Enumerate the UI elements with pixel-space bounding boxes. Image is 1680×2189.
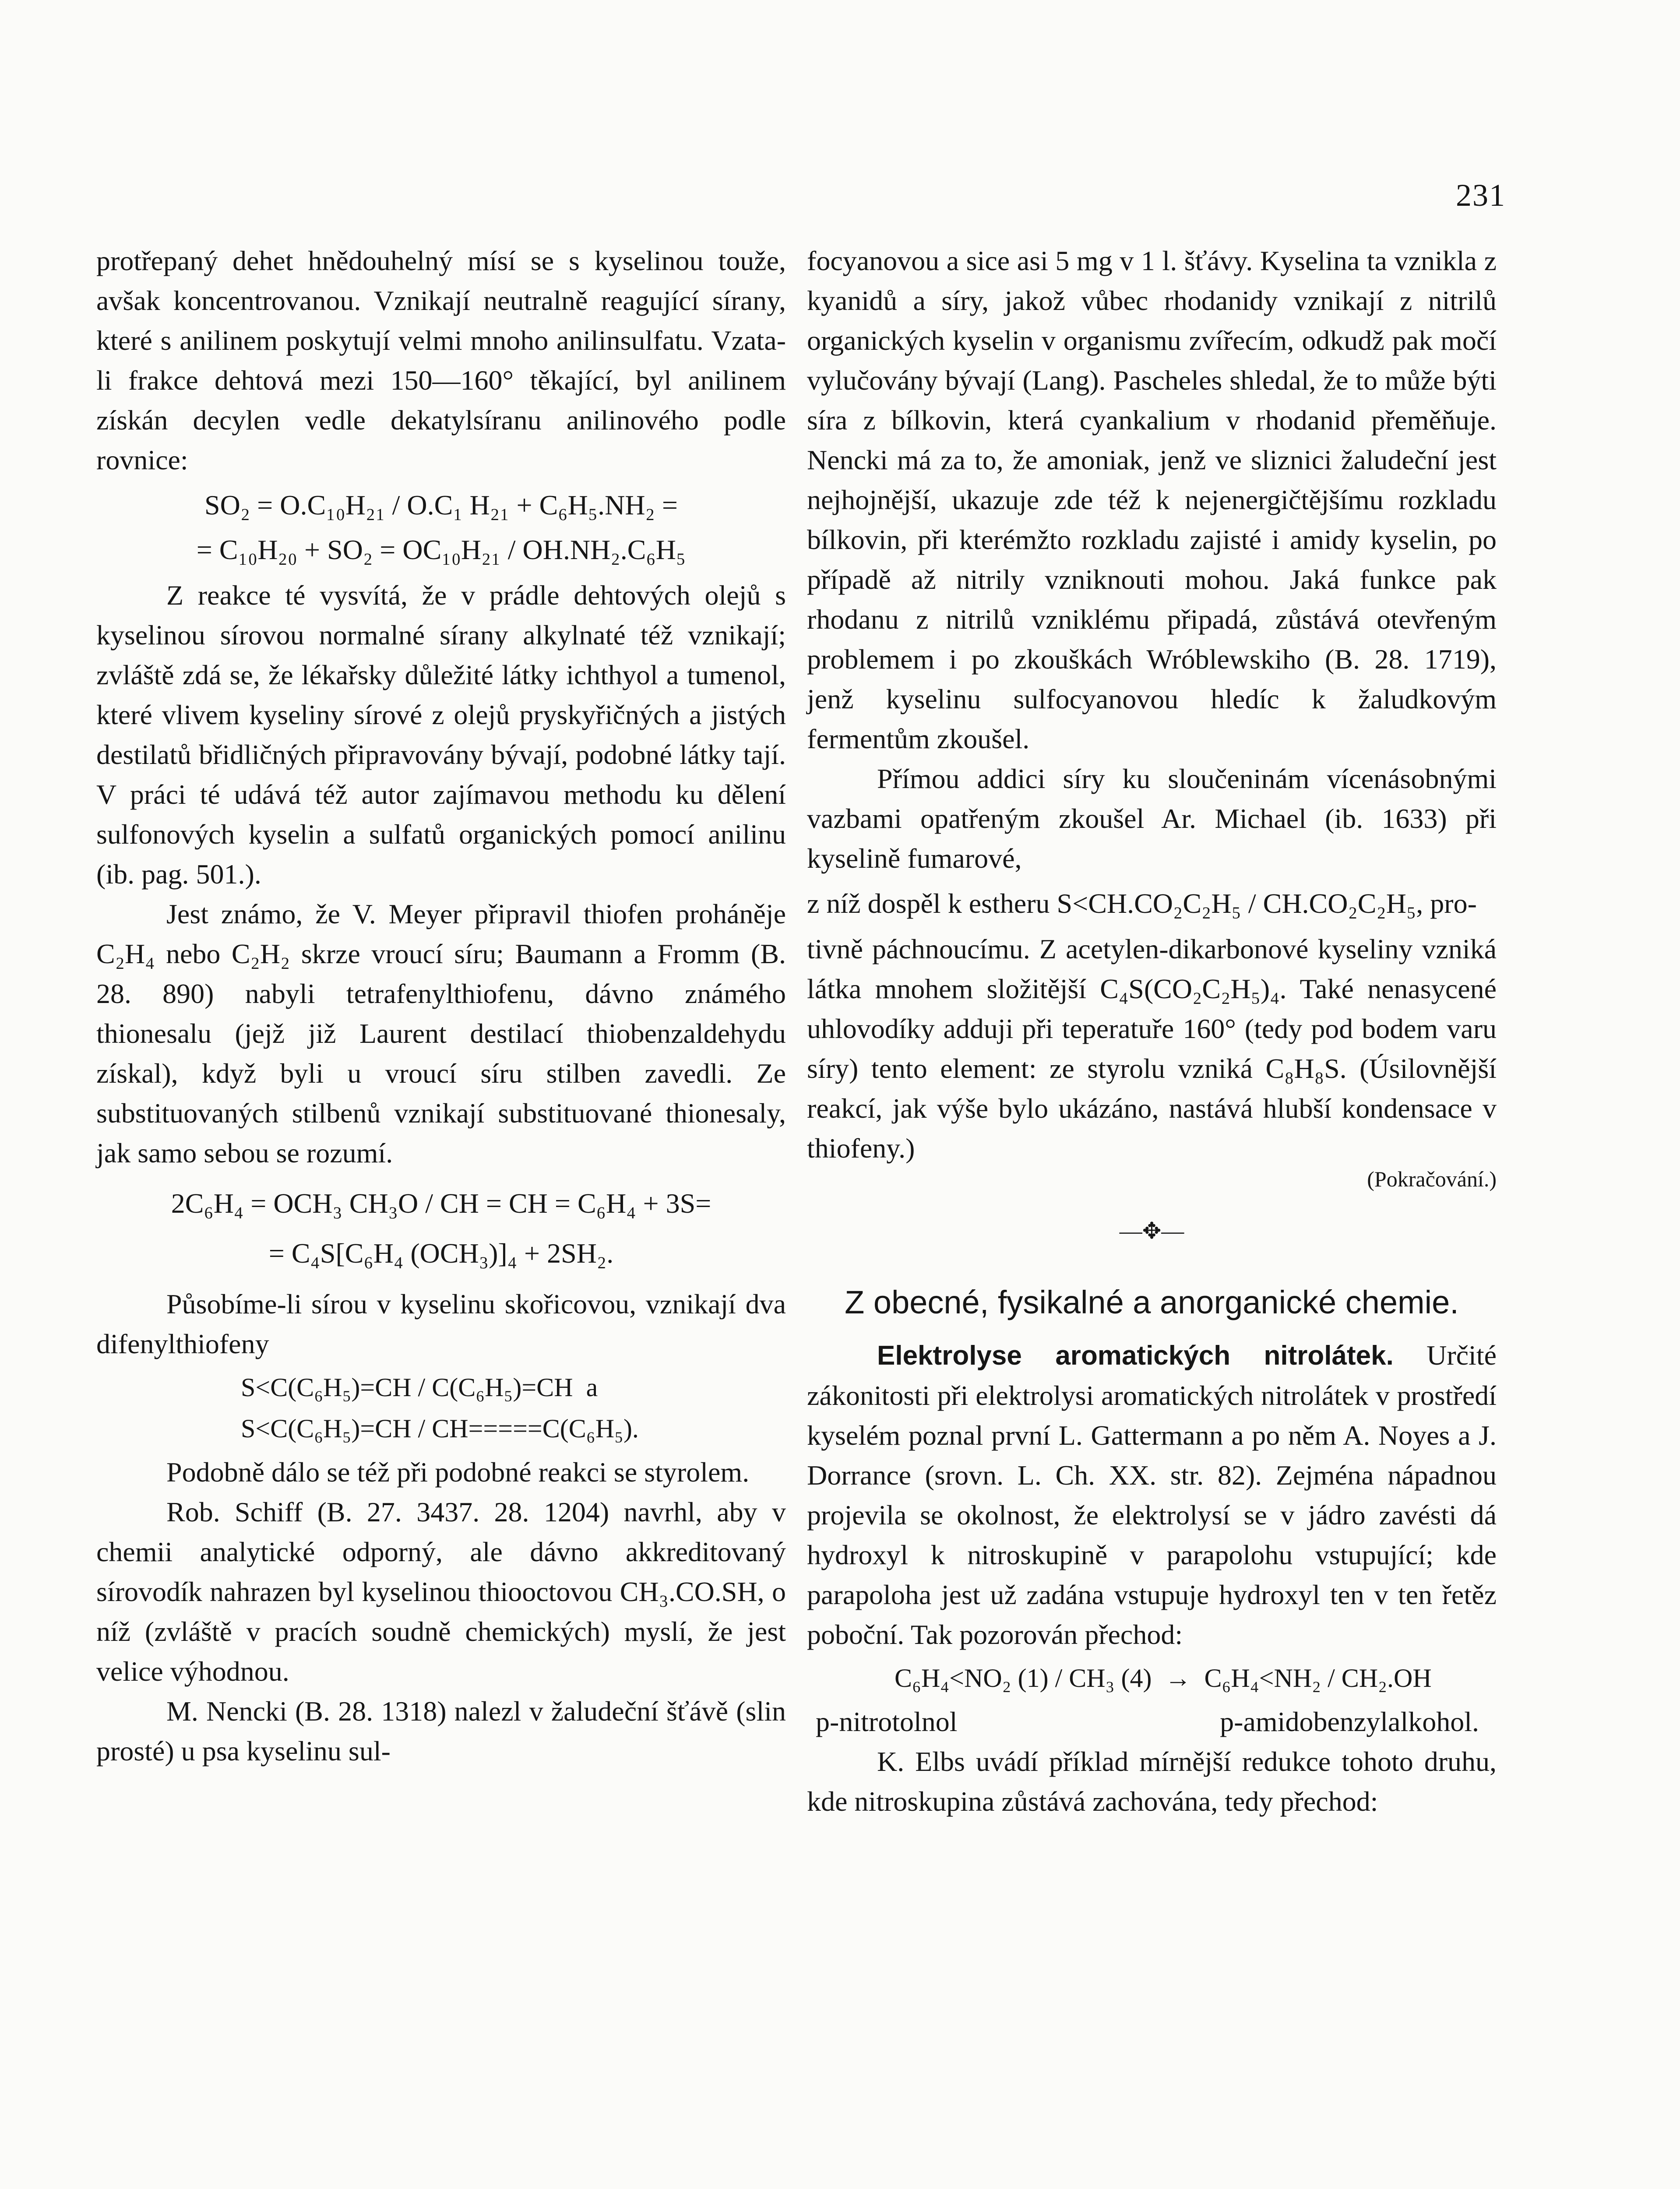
paragraph: tivně páchnoucímu. Z acetylen-dikarbonové kyseliny vzniká látka mnohem složitější C₄S(CO₂C₂H₅)₄. Také nenasycené uhlovodíky adduji při teperatuře 160° (tedy pod bodem varu síry) tento element: ze styrolu vzniká C₈H₈S. (Úsilovnější reakcí, jak výše bylo ukázáno, nastává hlubší kondensace v thiofeny.) <box>807 933 1497 1164</box>
equation <box>96 1234 786 1273</box>
run-in-heading: Elektrolyse aromatických nitrolátek. <box>877 1341 1394 1371</box>
formula-line: 2C₆H₄ = OCH₃ CH₃O / CH = CH = C₆H₄ + 3S= <box>171 1188 711 1219</box>
inline-equation <box>807 884 1497 923</box>
paragraph: protřepaný dehet hnědouhelný mísí se s kyselinou touže, avšak koncentrovanou. Vznikají neutralně reagující sírany, které s anilinem poskytují velmi mnoho anilinsulfatu. Vzata-li frakce dehtová mezi 150—160° těkající, byl anilinem získán decylen vedle dekatylsíranu anilinového podle rovnice: <box>96 245 786 475</box>
paragraph-text: Určité zákonitosti při elektrolysi aromatických nitrolátek v prostředí kyselém poznal první L. Gattermann a po něm A. Noyes a J. Dorrance (srovn. L. Ch. XX. str. 82). Zejména nápadnou projevila se okolnost, že elektrolysí se v jádro zavésti dá hydroxyl k nitroskupině v parapolohu vstupující; kde parapoloha jest už zadána vstupuje hydroxyl ten v ten řetěz poboční. Tak pozorován přechod: <box>807 1340 1497 1650</box>
equation <box>96 1184 786 1223</box>
right-column <box>807 241 1497 1821</box>
ornament-divider: —✥— <box>1119 1219 1184 1244</box>
label-reactant: p-nitrotolnol <box>816 1706 958 1737</box>
text-fragment: z níž dospěl k estheru <box>807 888 1050 919</box>
reaction-formula: C₆H₄<NO₂ (1) / CH₃ (4) → C₆H₄<NH₂ / CH₂.OH <box>895 1664 1432 1693</box>
section-title: Z obecné, fysikalné a anorganické chemie. <box>845 1284 1459 1320</box>
paragraph: Působíme-li sírou v kyselinu skořicovou, vznikají dva difenylthiofeny <box>96 1288 786 1359</box>
label-product: p-amidobenzylalkohol. <box>1220 1706 1479 1737</box>
structure-formula: S<C(C₆H₅)=CH / CH=====C(C₆H₅). <box>241 1414 639 1443</box>
left-column <box>96 241 786 1771</box>
equation <box>96 531 786 569</box>
formula-line: = C₄S[C₆H₄ (OCH₃)]₄ + 2SH₂. <box>268 1238 614 1269</box>
reaction-labels <box>807 1702 1497 1742</box>
formula-line: SO₂ = O.C₁₀H₂₁ / O.C₁ H₂₁ + C₆H₅.NH₂ = <box>204 489 678 521</box>
paragraph: Z reakce té vysvítá, že v prádle dehtových olejů s kyselinou sírovou normalné sírany alkylnaté též vznikají; zvláště zdá se, že lékařsky důležité látky ichthyol a tumenol, které vlivem kyseliny sírové z olejů pryskyřičných a jistých destilatů břidličných připravovány bývají, podobné látky tají. V práci té udává též autor zajímavou methodu ku dělení sulfonových kyselin a sulfatů organických pomocí anilinu (ib. pag. 501.). <box>96 580 786 890</box>
paragraph <box>807 1335 1497 1654</box>
continued-note: (Pokračování.) <box>1367 1167 1497 1191</box>
paragraph: Jest známo, že V. Meyer připravil thiofen proháněje C₂H₄ nebo C₂H₂ skrze vroucí síru; Baumann a Fromm (B. 28. 890) nabyli tetrafenylthiofenu, dávno známého thionesalu (jejž již Laurent destilací thiobenzaldehydu získal), když byli u vroucí síru stilben zavedli. Ze substituovaných stilbenů vznikají substituované thionesaly, jak samo sebou se rozumí. <box>96 898 786 1168</box>
text-fragment: , pro- <box>1416 888 1477 919</box>
structure-formula: S<CH.CO₂C₂H₅ / CH.CO₂C₂H₅ <box>1057 888 1416 919</box>
page-number: 231 <box>1456 178 1506 213</box>
structure-formula: S<C(C₆H₅)=CH / C(C₆H₅)=CH a <box>241 1373 598 1402</box>
paragraph: Podobně dálo se též při podobné reakci se styrolem. <box>166 1457 750 1488</box>
paragraph: M. Nencki (B. 28. 1318) nalezl v žaludeční šťávě (slin prosté) u psa kyselinu sul- <box>96 1696 786 1767</box>
formula-line: = C₁₀H₂₀ + SO₂ = OC₁₀H₂₁ / OH.NH₂.C₆H₅ <box>196 534 686 565</box>
paragraph: Přímou addici síry ku sloučeninám vícenásobnými vazbami opatřeným zkoušel Ar. Michael (ib. 1633) při kyselině fumarové, <box>807 763 1497 874</box>
paragraph: Rob. Schiff (B. 27. 3437. 28. 1204) navrhl, aby v chemii analytické odporný, ale dávno akkreditovaný sírovodík nahrazen byl kyselinou thiooctovou CH₃.CO.SH, o níž (zvláště v pracích soudně chemických) myslí, že jest velice výhodnou. <box>96 1496 786 1687</box>
equation <box>96 486 786 524</box>
paragraph: focyanovou a sice asi 5 mg v 1 l. šťávy. Kyselina ta vznikla z kyanidů a síry, jakož vůbec rhodanidy vznikají z nitrilů organických kyselin v organismu zvířecím, odkudž pak močí vylučovány bývají (Lang). Pascheles shledal, že to může býti síra z bílkovin, která cyankalium v rhodanid přeměňuje. Nencki má za to, že amoniak, jenž ve sliznici žaludeční jest nejhojnější, ukazuje zde též k nejenergičtějšímu rozkladu bílkovin, při kterémžto rozkladu zajisté i amidy kyselin, po případě až nitrily vzniknouti mohou. Jaká funkce pak rhodanu z nitrilů vzniklému připadá, zůstává otevřeným problemem i po zkouškách Wróblewskiho (B. 28. 1719), jenž kyselinu sulfocyanovou hledíc k žaludkovým fermentům zkoušel. <box>807 245 1497 754</box>
paragraph: K. Elbs uvádí příklad mírnější redukce tohoto druhu, kde nitroskupina zůstává zachována, tedy přechod: <box>807 1746 1497 1817</box>
